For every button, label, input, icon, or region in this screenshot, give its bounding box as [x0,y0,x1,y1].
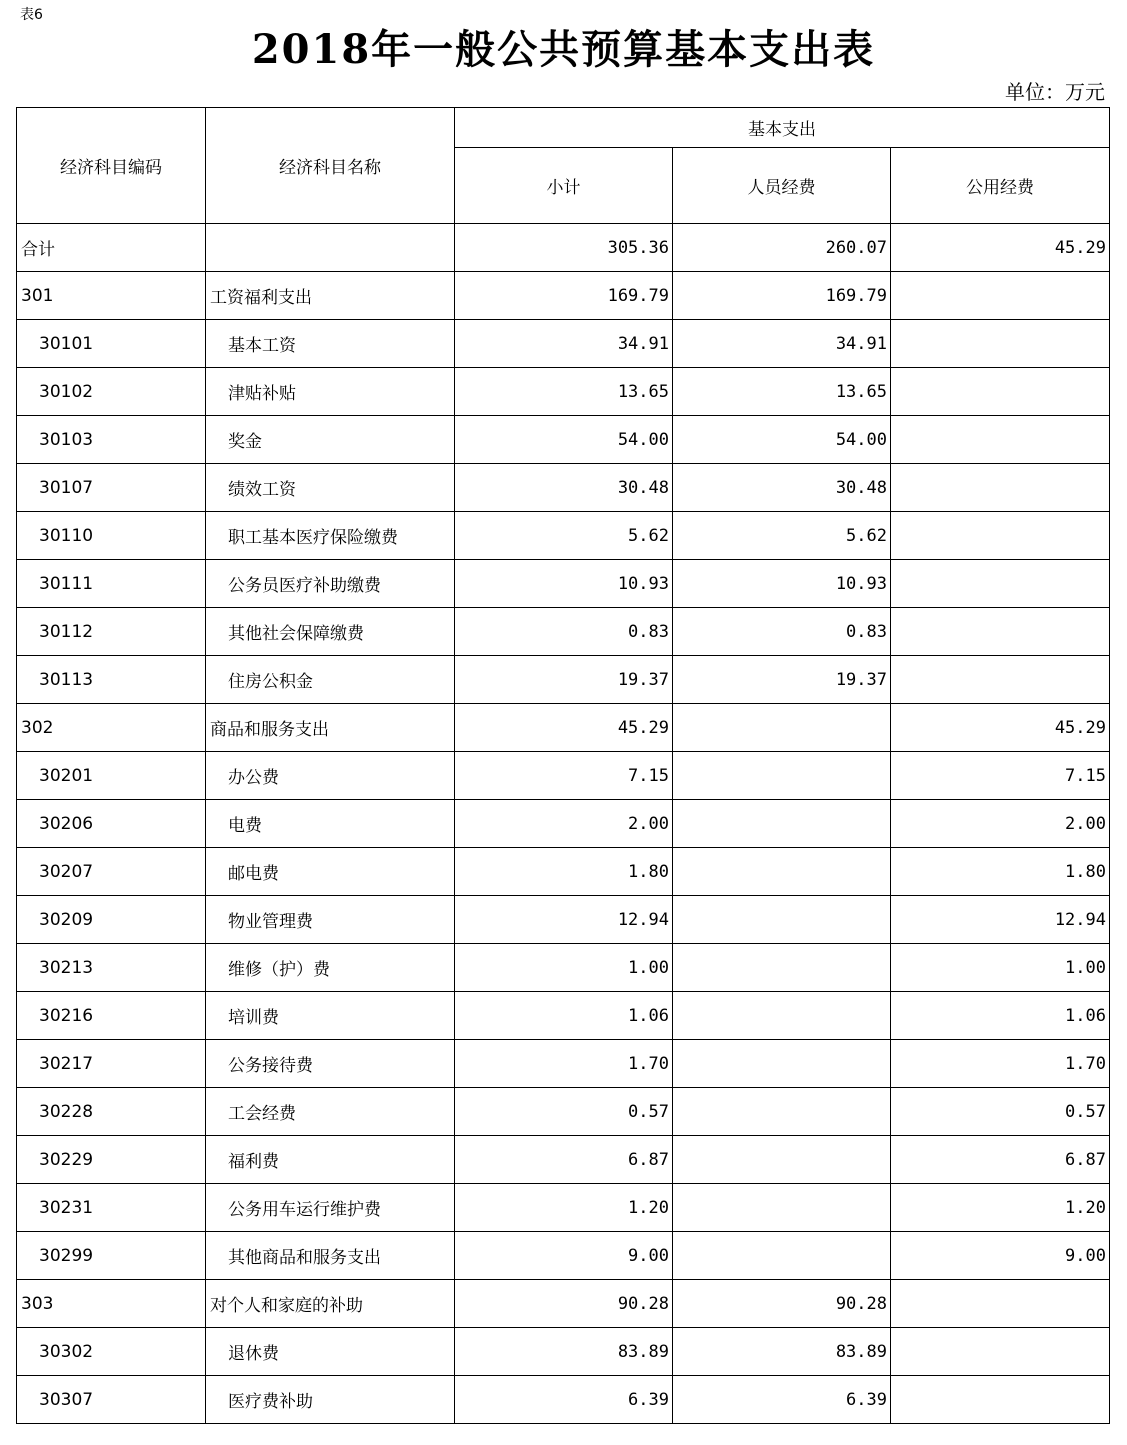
table-row [17,1184,1110,1232]
code-cell: 30299 [17,1232,206,1280]
name-cell: 医疗费补助 [206,1376,455,1424]
name-cell [206,224,455,272]
public-cell: 1.00 [891,944,1110,992]
budget-table [16,107,1110,1424]
subtotal-cell: 0.83 [455,608,673,656]
name-cell: 电费 [206,800,455,848]
code-cell: 30217 [17,1040,206,1088]
code-cell: 30113 [17,656,206,704]
subtotal-cell: 13.65 [455,368,673,416]
table-row [17,1088,1110,1136]
code-cell: 30213 [17,944,206,992]
public-cell: 0.57 [891,1088,1110,1136]
public-cell: 9.00 [891,1232,1110,1280]
name-cell: 基本工资 [206,320,455,368]
name-cell: 职工基本医疗保险缴费 [206,512,455,560]
personnel-cell: 5.62 [673,512,891,560]
personnel-cell: 90.28 [673,1280,891,1328]
table-row [17,416,1110,464]
table-row [17,1040,1110,1088]
code-cell: 30103 [17,416,206,464]
personnel-cell: 54.00 [673,416,891,464]
name-cell: 商品和服务支出 [206,704,455,752]
public-cell [891,512,1110,560]
table-row [17,320,1110,368]
name-cell: 物业管理费 [206,896,455,944]
table-row [17,1280,1110,1328]
table-row [17,1136,1110,1184]
public-cell: 7.15 [891,752,1110,800]
table-row [17,560,1110,608]
table-row [17,464,1110,512]
name-cell: 奖金 [206,416,455,464]
table-row [17,800,1110,848]
code-cell: 30201 [17,752,206,800]
subtotal-cell: 2.00 [455,800,673,848]
code-cell: 30112 [17,608,206,656]
subtotal-cell: 1.80 [455,848,673,896]
table-body [17,224,1110,1424]
code-cell: 30228 [17,1088,206,1136]
personnel-cell [673,848,891,896]
personnel-cell [673,944,891,992]
public-cell [891,320,1110,368]
subtotal-cell: 54.00 [455,416,673,464]
subtotal-cell: 1.20 [455,1184,673,1232]
personnel-cell: 6.39 [673,1376,891,1424]
code-cell: 303 [17,1280,206,1328]
subtotal-cell: 9.00 [455,1232,673,1280]
code-cell: 30206 [17,800,206,848]
name-cell: 公务接待费 [206,1040,455,1088]
code-cell: 30209 [17,896,206,944]
code-cell: 30107 [17,464,206,512]
personnel-cell: 34.91 [673,320,891,368]
personnel-cell: 169.79 [673,272,891,320]
name-cell: 福利费 [206,1136,455,1184]
public-cell: 45.29 [891,224,1110,272]
name-cell: 其他社会保障缴费 [206,608,455,656]
subtotal-cell: 90.28 [455,1280,673,1328]
name-cell: 公务用车运行维护费 [206,1184,455,1232]
name-cell: 津贴补贴 [206,368,455,416]
table-row [17,608,1110,656]
public-cell: 12.94 [891,896,1110,944]
personnel-cell [673,704,891,752]
subtotal-cell: 6.39 [455,1376,673,1424]
public-cell: 1.80 [891,848,1110,896]
personnel-cell: 83.89 [673,1328,891,1376]
table-row [17,944,1110,992]
personnel-cell [673,1232,891,1280]
table-row [17,656,1110,704]
personnel-cell [673,992,891,1040]
table-row [17,848,1110,896]
subtotal-cell: 34.91 [455,320,673,368]
subtotal-cell: 45.29 [455,704,673,752]
public-cell: 1.70 [891,1040,1110,1088]
name-cell: 办公费 [206,752,455,800]
header-public: 公用经费 [891,148,1110,224]
code-cell: 301 [17,272,206,320]
name-cell: 培训费 [206,992,455,1040]
public-cell [891,608,1110,656]
public-cell: 1.06 [891,992,1110,1040]
personnel-cell: 10.93 [673,560,891,608]
subtotal-cell: 1.70 [455,1040,673,1088]
header-name: 经济科目名称 [206,108,455,224]
public-cell [891,1328,1110,1376]
personnel-cell [673,800,891,848]
header-subtotal: 小计 [455,148,673,224]
subtotal-cell: 6.87 [455,1136,673,1184]
public-cell: 2.00 [891,800,1110,848]
public-cell: 1.20 [891,1184,1110,1232]
name-cell: 住房公积金 [206,656,455,704]
code-cell: 30231 [17,1184,206,1232]
table-row [17,512,1110,560]
table-row [17,368,1110,416]
subtotal-cell: 7.15 [455,752,673,800]
code-cell: 30302 [17,1328,206,1376]
unit-label: 单位：万元 [1005,80,1105,104]
subtotal-cell: 12.94 [455,896,673,944]
public-cell [891,368,1110,416]
table-row [17,992,1110,1040]
personnel-cell: 260.07 [673,224,891,272]
header-code: 经济科目编码 [17,108,206,224]
personnel-cell [673,896,891,944]
personnel-cell: 30.48 [673,464,891,512]
header-basic-expenditure: 基本支出 [455,108,1110,148]
subtotal-cell: 30.48 [455,464,673,512]
name-cell: 其他商品和服务支出 [206,1232,455,1280]
header-personnel: 人员经费 [673,148,891,224]
public-cell [891,560,1110,608]
code-cell: 30307 [17,1376,206,1424]
subtotal-cell: 169.79 [455,272,673,320]
name-cell: 工资福利支出 [206,272,455,320]
code-cell: 302 [17,704,206,752]
table-row [17,224,1110,272]
subtotal-cell: 1.00 [455,944,673,992]
name-cell: 绩效工资 [206,464,455,512]
public-cell [891,464,1110,512]
public-cell [891,272,1110,320]
table-header [17,108,1110,224]
subtotal-cell: 10.93 [455,560,673,608]
code-cell: 30110 [17,512,206,560]
public-cell [891,1376,1110,1424]
code-cell: 30229 [17,1136,206,1184]
name-cell: 工会经费 [206,1088,455,1136]
page-title: 2018年一般公共预算基本支出表 [251,26,876,73]
personnel-cell [673,1136,891,1184]
subtotal-cell: 5.62 [455,512,673,560]
table-row [17,752,1110,800]
public-cell [891,1280,1110,1328]
name-cell: 退休费 [206,1328,455,1376]
name-cell: 对个人和家庭的补助 [206,1280,455,1328]
personnel-cell [673,1088,891,1136]
name-cell: 维修（护）费 [206,944,455,992]
personnel-cell: 0.83 [673,608,891,656]
table-row [17,1376,1110,1424]
subtotal-cell: 83.89 [455,1328,673,1376]
personnel-cell: 19.37 [673,656,891,704]
public-cell [891,656,1110,704]
code-cell: 30102 [17,368,206,416]
public-cell: 45.29 [891,704,1110,752]
table-row [17,1232,1110,1280]
personnel-cell [673,752,891,800]
table-number-label: 表6 [20,7,43,23]
name-cell: 邮电费 [206,848,455,896]
personnel-cell [673,1184,891,1232]
subtotal-cell: 305.36 [455,224,673,272]
personnel-cell: 13.65 [673,368,891,416]
subtotal-cell: 19.37 [455,656,673,704]
code-cell: 30207 [17,848,206,896]
code-cell: 30101 [17,320,206,368]
public-cell: 6.87 [891,1136,1110,1184]
table-row [17,272,1110,320]
table-row [17,896,1110,944]
subtotal-cell: 1.06 [455,992,673,1040]
table-row [17,1328,1110,1376]
personnel-cell [673,1040,891,1088]
public-cell [891,416,1110,464]
table-row [17,704,1110,752]
code-cell: 30216 [17,992,206,1040]
subtotal-cell: 0.57 [455,1088,673,1136]
name-cell: 公务员医疗补助缴费 [206,560,455,608]
code-cell: 合计 [17,224,206,272]
code-cell: 30111 [17,560,206,608]
